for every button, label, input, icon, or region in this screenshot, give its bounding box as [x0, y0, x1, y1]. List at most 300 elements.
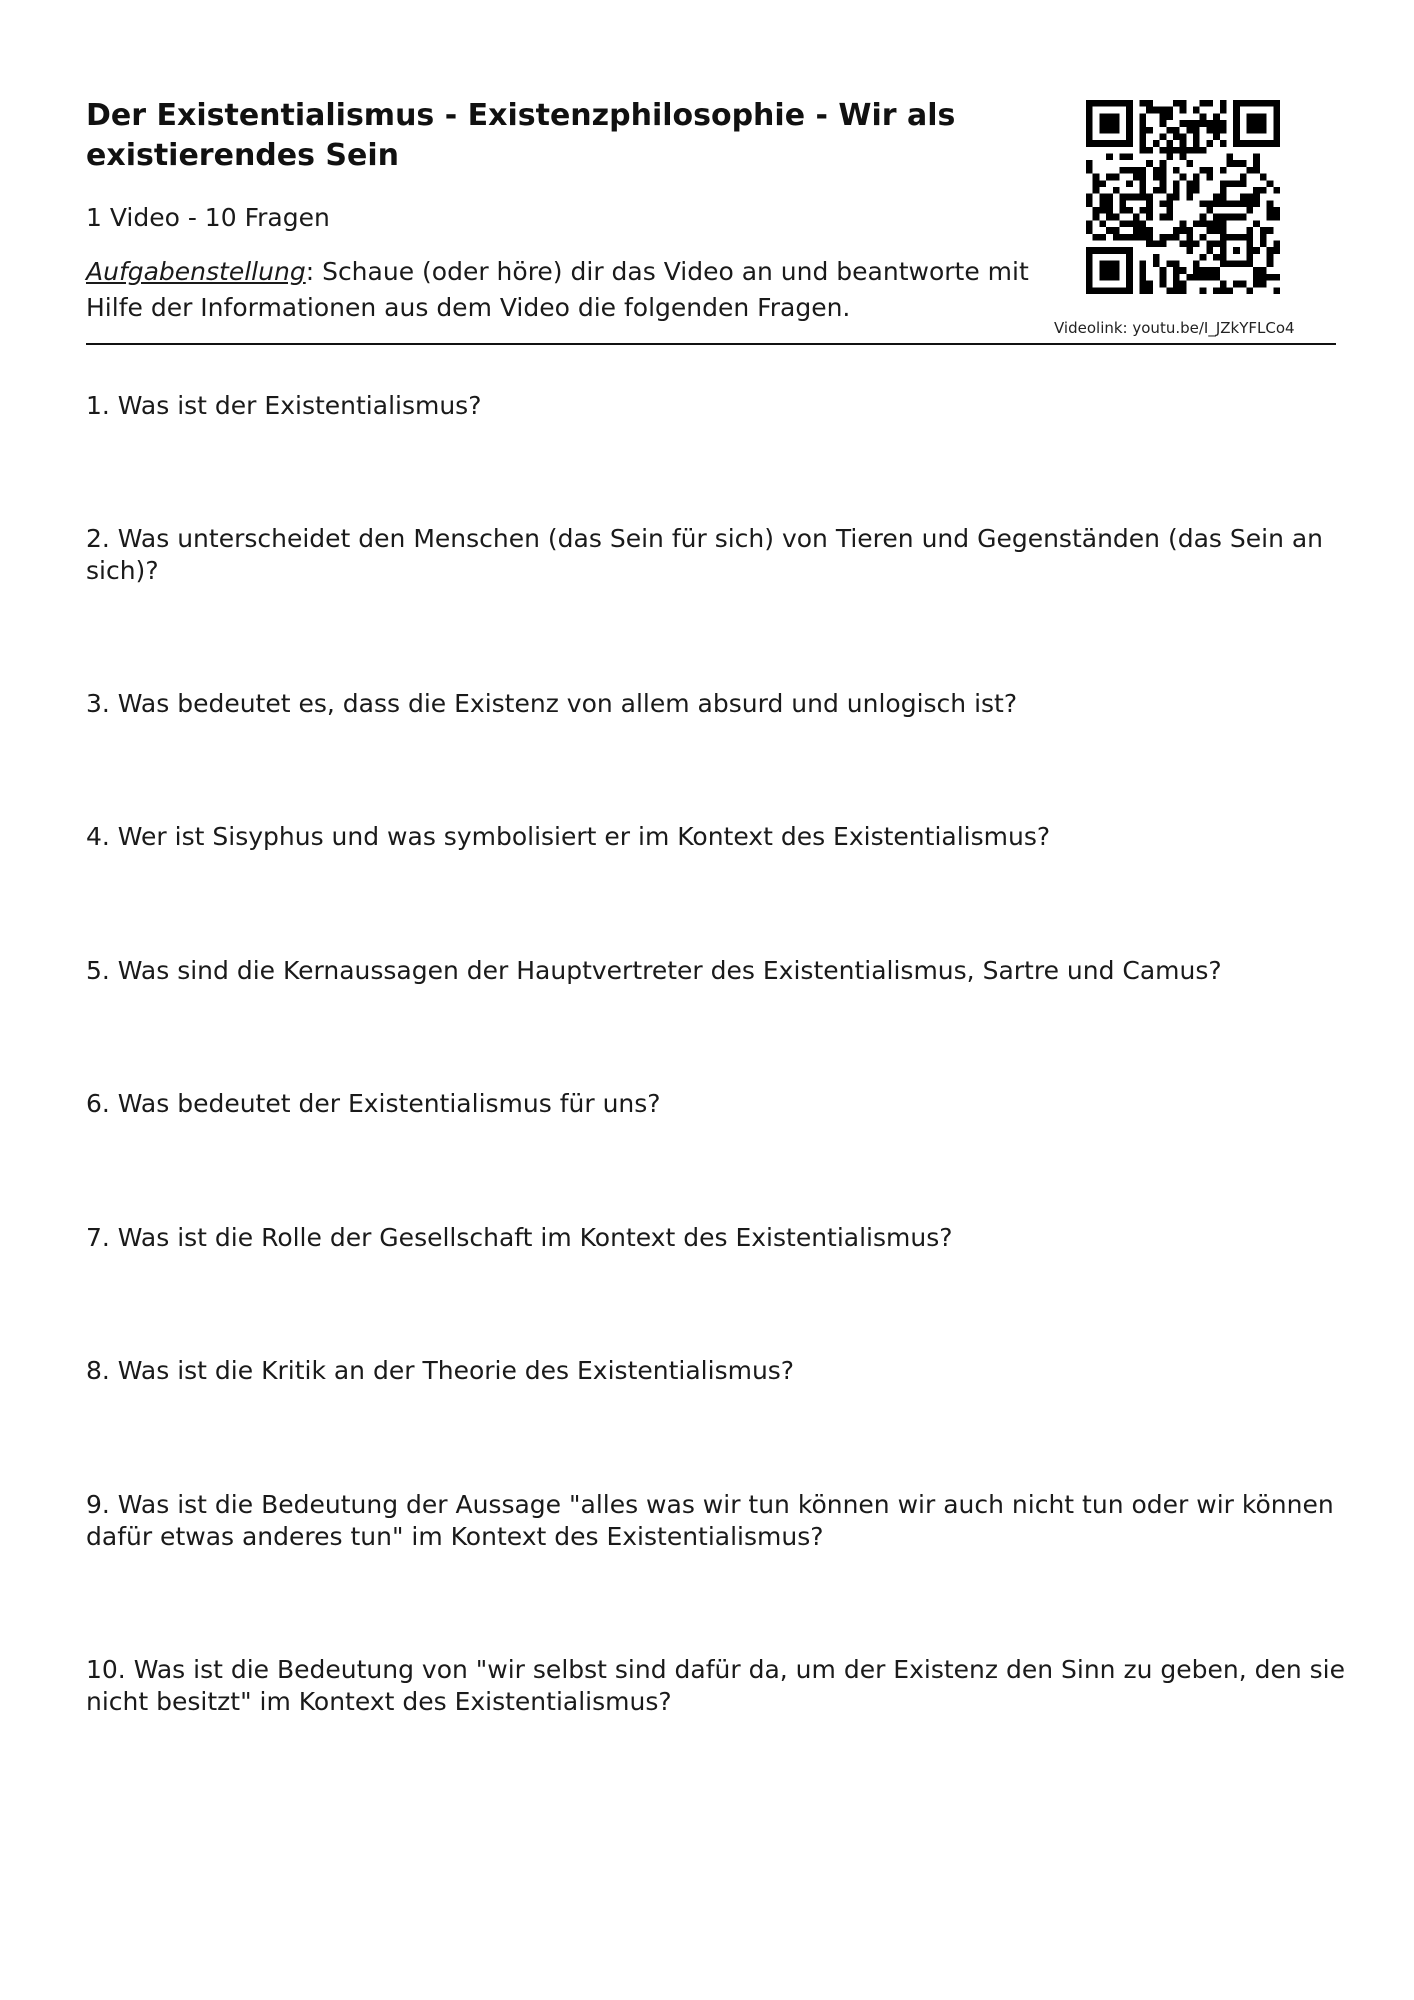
qr-module [1206, 274, 1213, 281]
qr-module [1247, 167, 1254, 174]
qr-module [1200, 267, 1207, 274]
qr-module [1106, 174, 1113, 181]
qr-module [1260, 120, 1267, 127]
qr-module [1267, 207, 1274, 214]
qr-module [1193, 127, 1200, 134]
qr-module [1220, 200, 1227, 207]
question-item: 7. Was ist die Rolle der Gesellschaft im Kontext des Existentialismus? [86, 1223, 953, 1252]
video-link: Videolink: youtu.be/I_JZkYFLCo4 [1054, 319, 1295, 337]
qr-module [1166, 147, 1173, 154]
qr-module [1099, 194, 1106, 201]
qr-module [1140, 267, 1147, 274]
qr-module [1140, 140, 1147, 147]
qr-module [1140, 234, 1147, 241]
qr-module [1247, 100, 1254, 107]
qr-module [1173, 167, 1180, 174]
qr-module [1186, 274, 1193, 281]
qr-module [1099, 127, 1106, 134]
qr-module [1153, 107, 1160, 114]
qr-module [1206, 120, 1213, 127]
qr-module [1106, 267, 1113, 274]
qr-module [1113, 100, 1120, 107]
qr-module [1273, 274, 1280, 281]
qr-module [1233, 247, 1240, 254]
qr-module [1220, 214, 1227, 221]
qr-module [1126, 180, 1133, 187]
qr-module [1200, 234, 1207, 241]
qr-module [1119, 100, 1126, 107]
qr-module [1193, 187, 1200, 194]
qr-module [1240, 140, 1247, 147]
qr-module [1220, 261, 1227, 268]
qr-module [1220, 187, 1227, 194]
qr-module [1200, 200, 1207, 207]
qr-module [1133, 194, 1140, 201]
qr-module [1113, 227, 1120, 234]
qr-module [1119, 234, 1126, 241]
qr-module [1146, 234, 1153, 241]
qr-module [1173, 100, 1180, 107]
qr-module [1126, 133, 1133, 140]
qr-module [1206, 174, 1213, 181]
qr-module [1193, 140, 1200, 147]
qr-module [1247, 240, 1254, 247]
qr-module [1093, 174, 1100, 181]
qr-module [1119, 200, 1126, 207]
qr-module [1260, 187, 1267, 194]
qr-module [1273, 133, 1280, 140]
qr-module [1260, 274, 1267, 281]
qr-module [1267, 227, 1274, 234]
qr-module [1086, 120, 1093, 127]
qr-module [1200, 113, 1207, 120]
qr-module [1086, 274, 1093, 281]
qr-module [1186, 227, 1193, 234]
qr-module [1213, 194, 1220, 201]
qr-module [1206, 140, 1213, 147]
qr-module [1093, 100, 1100, 107]
qr-module [1140, 274, 1147, 281]
qr-module [1206, 220, 1213, 227]
qr-module [1160, 167, 1167, 174]
question-item: 9. Was ist die Bedeutung der Aussage "alles was wir tun können wir auch nicht tun oder wir können dafür etwas anderes tun" im Kontext des Existentialismus? [86, 1490, 1334, 1551]
qr-module [1133, 214, 1140, 221]
qr-module [1193, 220, 1200, 227]
qr-module [1200, 214, 1207, 221]
qr-module [1126, 254, 1133, 261]
qr-module [1099, 261, 1106, 268]
qr-module [1106, 274, 1113, 281]
qr-module [1140, 113, 1147, 120]
qr-module [1186, 240, 1193, 247]
qr-module [1233, 200, 1240, 207]
qr-module [1126, 220, 1133, 227]
qr-module [1093, 234, 1100, 241]
qr-module [1146, 240, 1153, 247]
qr-module [1220, 254, 1227, 261]
qr-module [1260, 127, 1267, 134]
qr-module [1086, 267, 1093, 274]
qr-module [1113, 113, 1120, 120]
qr-module [1273, 100, 1280, 107]
qr-module [1140, 100, 1147, 107]
qr-module [1226, 214, 1233, 221]
qr-module [1166, 214, 1173, 221]
qr-module [1099, 207, 1106, 214]
qr-module [1267, 261, 1274, 268]
qr-module [1099, 200, 1106, 207]
qr-module [1106, 207, 1113, 214]
qr-module [1140, 174, 1147, 181]
qr-module [1086, 127, 1093, 134]
qr-module [1233, 100, 1240, 107]
qr-module [1086, 160, 1093, 167]
qr-module [1193, 274, 1200, 281]
qr-module [1113, 120, 1120, 127]
qr-module [1119, 247, 1126, 254]
qr-module [1126, 287, 1133, 294]
qr-module [1220, 107, 1227, 114]
qr-module [1260, 234, 1267, 241]
qr-module [1146, 147, 1153, 154]
qr-module [1240, 234, 1247, 241]
qr-module [1173, 194, 1180, 201]
qr-module [1146, 214, 1153, 221]
qr-module [1140, 194, 1147, 201]
qr-module [1220, 180, 1227, 187]
qr-module [1106, 100, 1113, 107]
qr-module [1260, 100, 1267, 107]
qr-module [1213, 214, 1220, 221]
qr-module [1273, 107, 1280, 114]
qr-module [1113, 234, 1120, 241]
qr-module [1220, 167, 1227, 174]
qr-module [1140, 133, 1147, 140]
qr-module [1086, 247, 1093, 254]
task-label: Aufgabenstellung [86, 257, 306, 286]
qr-module [1240, 100, 1247, 107]
qr-module [1173, 187, 1180, 194]
qr-module [1253, 113, 1260, 120]
qr-module [1160, 113, 1167, 120]
qr-module [1273, 207, 1280, 214]
question-item: 6. Was bedeutet der Existentialismus für uns? [86, 1089, 661, 1118]
qr-module [1233, 140, 1240, 147]
qr-module [1220, 287, 1227, 294]
question-item: 8. Was ist die Kritik an der Theorie des Existentialismus? [86, 1356, 795, 1385]
qr-module [1140, 167, 1147, 174]
qr-code-graphic [1086, 100, 1280, 294]
qr-module [1193, 261, 1200, 268]
qr-module [1186, 194, 1193, 201]
qr-module [1106, 127, 1113, 134]
qr-module [1160, 180, 1167, 187]
qr-module [1160, 147, 1167, 154]
qr-module [1193, 180, 1200, 187]
qr-module [1260, 113, 1267, 120]
qr-module [1180, 174, 1187, 181]
qr-module [1200, 100, 1207, 107]
qr-module [1273, 247, 1280, 254]
qr-module [1233, 180, 1240, 187]
qr-module [1200, 147, 1207, 154]
qr-module [1113, 140, 1120, 147]
qr-module [1200, 220, 1207, 227]
qr-module [1186, 120, 1193, 127]
qr-module [1193, 267, 1200, 274]
qr-module [1213, 133, 1220, 140]
qr-module [1146, 207, 1153, 214]
qr-module [1253, 200, 1260, 207]
qr-module [1113, 127, 1120, 134]
qr-module [1240, 281, 1247, 288]
qr-module [1273, 113, 1280, 120]
qr-module [1160, 281, 1167, 288]
qr-module [1133, 227, 1140, 234]
qr-module [1153, 140, 1160, 147]
qr-module [1099, 267, 1106, 274]
qr-module [1160, 133, 1167, 140]
qr-module [1166, 234, 1173, 241]
qr-module [1180, 120, 1187, 127]
qr-module [1186, 127, 1193, 134]
qr-module [1247, 194, 1254, 201]
qr-module [1126, 281, 1133, 288]
qr-module [1213, 127, 1220, 134]
qr-module [1146, 107, 1153, 114]
qr-module [1099, 220, 1106, 227]
qr-module [1213, 227, 1220, 234]
question-item: 1. Was ist der Existentialismus? [86, 391, 482, 420]
qr-module [1213, 254, 1220, 261]
qr-module [1220, 120, 1227, 127]
qr-module [1253, 274, 1260, 281]
qr-module [1213, 220, 1220, 227]
qr-module [1233, 107, 1240, 114]
qr-module [1146, 160, 1153, 167]
qr-module [1206, 247, 1213, 254]
qr-module [1253, 100, 1260, 107]
qr-module [1093, 214, 1100, 221]
header-divider [86, 343, 1336, 345]
qr-module [1113, 274, 1120, 281]
qr-module [1166, 127, 1173, 134]
qr-module [1093, 187, 1100, 194]
qr-module [1173, 180, 1180, 187]
qr-module [1213, 267, 1220, 274]
qr-module [1106, 214, 1113, 221]
qr-module [1260, 281, 1267, 288]
qr-module [1267, 180, 1274, 187]
qr-module [1106, 154, 1113, 161]
qr-module [1093, 287, 1100, 294]
qr-module [1113, 267, 1120, 274]
qr-module [1247, 234, 1254, 241]
qr-module [1213, 287, 1220, 294]
qr-module [1106, 200, 1113, 207]
qr-module [1253, 247, 1260, 254]
qr-module [1113, 187, 1120, 194]
qr-module [1146, 194, 1153, 201]
qr-module [1180, 267, 1187, 274]
qr-module [1226, 200, 1233, 207]
qr-module [1260, 267, 1267, 274]
qr-module [1253, 127, 1260, 134]
qr-module [1186, 247, 1193, 254]
qr-module [1200, 167, 1207, 174]
qr-module [1240, 160, 1247, 167]
qr-module [1220, 247, 1227, 254]
qr-module [1099, 120, 1106, 127]
qr-module [1166, 200, 1173, 207]
qr-module [1260, 227, 1267, 234]
qr-module [1146, 281, 1153, 288]
qr-module [1213, 240, 1220, 247]
qr-module [1247, 120, 1254, 127]
qr-module [1126, 207, 1133, 214]
qr-module [1126, 107, 1133, 114]
qr-module [1126, 100, 1133, 107]
qr-module [1247, 287, 1254, 294]
qr-module [1213, 120, 1220, 127]
qr-module [1240, 261, 1247, 268]
qr-module [1160, 267, 1167, 274]
qr-module [1173, 133, 1180, 140]
qr-module [1186, 180, 1193, 187]
qr-module [1233, 261, 1240, 268]
qr-module [1113, 261, 1120, 268]
qr-module [1273, 287, 1280, 294]
qr-module [1140, 281, 1147, 288]
qr-module [1220, 194, 1227, 201]
qr-module [1193, 240, 1200, 247]
qr-module [1113, 214, 1120, 221]
qr-module [1146, 100, 1153, 107]
qr-module [1086, 140, 1093, 147]
qr-module [1166, 207, 1173, 214]
qr-module [1186, 160, 1193, 167]
qr-module [1093, 247, 1100, 254]
qr-module [1200, 274, 1207, 281]
question-item: 3. Was bedeutet es, dass die Existenz von allem absurd und unlogisch ist? [86, 689, 1018, 718]
qr-module [1086, 261, 1093, 268]
qr-module [1206, 100, 1213, 107]
qr-module [1173, 234, 1180, 241]
qr-module [1220, 227, 1227, 234]
task-instruction [86, 254, 1046, 326]
qr-module [1267, 140, 1274, 147]
qr-module [1133, 167, 1140, 174]
qr-module [1240, 200, 1247, 207]
question-item: 5. Was sind die Kernaussagen der Hauptvertreter des Existentialismus, Sartre und Camus? [86, 956, 1222, 985]
qr-module [1146, 127, 1153, 134]
qr-module [1226, 154, 1233, 161]
qr-module [1220, 100, 1227, 107]
qr-module [1126, 120, 1133, 127]
qr-module [1119, 154, 1126, 161]
qr-module [1220, 220, 1227, 227]
page-title: Der Existentialismus - Existenzphilosophie - Wir als existierendes Sein [86, 98, 956, 173]
qr-module [1086, 200, 1093, 207]
qr-module [1160, 240, 1167, 247]
qr-module [1260, 240, 1267, 247]
qr-module [1126, 194, 1133, 201]
qr-module [1253, 120, 1260, 127]
qr-module [1220, 140, 1227, 147]
qr-module [1086, 254, 1093, 261]
qr-module [1220, 127, 1227, 134]
qr-module [1099, 140, 1106, 147]
qr-module [1193, 133, 1200, 140]
qr-module [1099, 274, 1106, 281]
qr-module [1173, 274, 1180, 281]
qr-module [1220, 281, 1227, 288]
qr-module [1086, 100, 1093, 107]
task-text: : Schaue (oder höre) dir das Video an und beantworte mit Hilfe der Informationen aus dem Video die folgenden Fragen. [86, 257, 1029, 322]
qr-module [1126, 267, 1133, 274]
qr-module [1099, 180, 1106, 187]
qr-module [1233, 127, 1240, 134]
qr-module [1119, 194, 1126, 201]
qr-module [1260, 140, 1267, 147]
qr-module [1267, 214, 1274, 221]
qr-module [1233, 214, 1240, 221]
qr-module [1200, 120, 1207, 127]
qr-module [1106, 140, 1113, 147]
qr-module [1233, 113, 1240, 120]
qr-module [1180, 147, 1187, 154]
qr-module [1166, 194, 1173, 201]
qr-module [1226, 287, 1233, 294]
qr-module [1180, 281, 1187, 288]
qr-module [1099, 287, 1106, 294]
qr-module [1119, 220, 1126, 227]
qr-module [1180, 287, 1187, 294]
qr-module [1233, 160, 1240, 167]
qr-module [1193, 107, 1200, 114]
qr-module [1267, 200, 1274, 207]
qr-module [1273, 120, 1280, 127]
qr-module [1160, 174, 1167, 181]
qr-module [1213, 113, 1220, 120]
qr-module [1119, 207, 1126, 214]
qr-module [1240, 214, 1247, 221]
qr-module [1173, 287, 1180, 294]
qr-module [1160, 200, 1167, 207]
qr-module [1140, 261, 1147, 268]
qr-module [1200, 254, 1207, 261]
qr-module [1140, 220, 1147, 227]
qr-module [1093, 180, 1100, 187]
qr-module [1206, 207, 1213, 214]
qr-module [1113, 287, 1120, 294]
qr-module [1086, 107, 1093, 114]
qr-module [1140, 187, 1147, 194]
qr-module [1106, 261, 1113, 268]
qr-module [1260, 174, 1267, 181]
qr-module [1106, 287, 1113, 294]
qr-module [1140, 180, 1147, 187]
qr-module [1226, 261, 1233, 268]
qr-module [1273, 127, 1280, 134]
qr-module [1253, 187, 1260, 194]
qr-module [1180, 227, 1187, 234]
qr-module [1086, 113, 1093, 120]
qr-module [1240, 174, 1247, 181]
qr-module [1126, 247, 1133, 254]
qr-module [1160, 107, 1167, 114]
qr-module [1160, 274, 1167, 281]
